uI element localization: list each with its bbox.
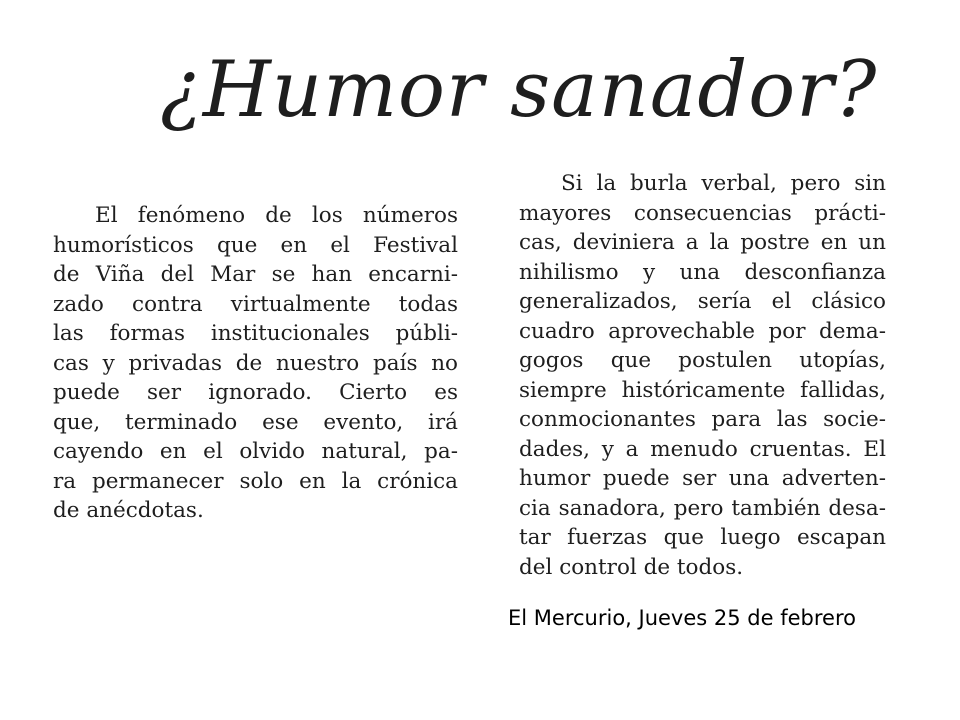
text-line: cayendo en el olvido natural, pa- <box>53 439 458 464</box>
text-line: El fenómeno de los números <box>95 203 458 228</box>
text-line: del control de todos. <box>519 554 744 580</box>
text-line: dades, y a menudo cruentas. El <box>519 436 886 462</box>
text-line: ra permanecer solo en la crónica <box>53 468 458 494</box>
text-line: mayores consecuencias prácti- <box>519 200 886 226</box>
text-line: nihilismo y una desconfianza <box>519 259 886 285</box>
article-column-left <box>53 201 458 526</box>
text-line: humor puede ser una adverten- <box>519 466 886 491</box>
text-line: siempre históricamente fallidas, <box>519 377 886 403</box>
text-line: cas, deviniera a la postre en un <box>519 230 886 255</box>
article-column-right <box>519 169 886 582</box>
text-line: las formas institucionales públi- <box>53 321 458 346</box>
text-line: tar fuerzas que luego escapan <box>519 525 886 550</box>
text-line: gogos que postulen utopías, <box>519 348 886 373</box>
text-line: conmocionantes para las socie- <box>519 407 886 432</box>
headline: ¿Humor sanador? <box>160 45 878 135</box>
text-line: cia sanadora, pero también desa- <box>519 495 886 521</box>
text-line: de anécdotas. <box>53 498 204 523</box>
text-line: Si la burla verbal, pero sin <box>561 171 886 196</box>
text-line: generalizados, sería el clásico <box>519 289 886 314</box>
text-line: zado contra virtualmente todas <box>53 291 458 317</box>
text-line: cas y privadas de nuestro país no <box>53 350 458 376</box>
text-line: puede ser ignorado. Cierto es <box>53 380 458 405</box>
source-caption: El Mercurio, Jueves 25 de febrero <box>508 606 856 630</box>
text-line: humorísticos que en el Festival <box>53 232 458 258</box>
text-line: cuadro aprovechable por dema- <box>519 318 886 344</box>
text-line: que, terminado ese evento, irá <box>53 409 458 435</box>
text-line: de Viña del Mar se han encarni- <box>53 262 458 287</box>
